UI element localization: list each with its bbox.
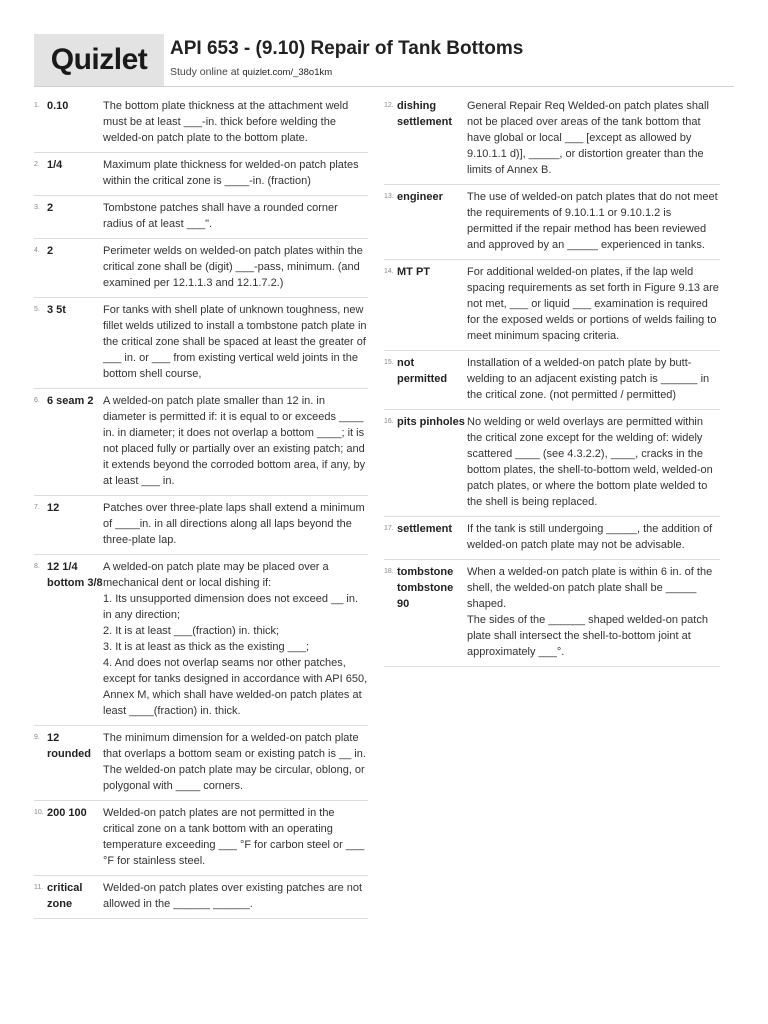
card-number: 17.	[384, 525, 394, 532]
card-number: 2.	[34, 161, 40, 168]
flashcard	[34, 298, 368, 389]
card-definition: Welded-on patch plates are not permitted in the critical zone on a tank bottom with an operating temperature exceeding ___ °F for carbon steel or ___ °F for stainless steel.	[103, 807, 365, 867]
card-definition: Maximum plate thickness for welded-on patch plates within the critical zone is ____-in. (fraction)	[103, 159, 359, 187]
card-term: 6 seam 2	[47, 395, 94, 407]
card-definition: A welded-on patch plate smaller than 12 in. in diameter is permitted if: it is equal to or exceeds ____ in. in diameter; it does not overlap a bottom ____; it is not placed fully or partially over an existing patch; and it extends beyond the corroded bottom area, if any, by at least ___ in.	[103, 395, 366, 487]
card-number: 9.	[34, 734, 40, 741]
card-term: not permitted	[397, 357, 448, 385]
flashcard	[34, 94, 368, 153]
page-subtitle	[170, 66, 332, 78]
card-number: 10.	[34, 809, 44, 816]
card-definition: If the tank is still undergoing _____, the addition of welded-on patch plate may not be advisable.	[467, 523, 713, 551]
card-definition: For additional welded-on plates, if the lap weld spacing requirements as set forth in Figure 9.13 are not met, ___ or liquid ___ examination is required for the exposed welds or portions of welds failing to meet minimum spacing criteria.	[467, 266, 719, 342]
card-number: 18.	[384, 568, 394, 575]
card-definition: Welded-on patch plates over existing patches are not allowed in the ______ ______.	[103, 882, 363, 910]
card-term: MT PT	[397, 266, 430, 278]
card-term: critical zone	[47, 882, 83, 910]
card-definition: A welded-on patch plate may be placed over a mechanical dent or local dishing if: 1. Its unsupported dimension does not exceed __ in. in any direction; 2. It is at least ___(fraction) in. thick; 3. It is at least as thick as the existing ___; 4. And does not overlap seams nor other patches, except for tanks designed in accordance with API 650, Annex M, which shall have welded-on patch plates at least ____(fraction) in. thick.	[103, 561, 368, 717]
card-term: 12 1/4 bottom 3/8	[47, 561, 103, 589]
card-definition: Installation of a welded-on patch plate by butt-welding to an adjacent existing patch is ______ in the critical zone. (not permitted / permitted)	[467, 357, 710, 401]
card-number: 11.	[34, 884, 44, 891]
card-term: 200 100	[47, 807, 87, 819]
card-number: 4.	[34, 247, 40, 254]
quizlet-logo[interactable]	[34, 34, 164, 86]
header-divider	[34, 86, 734, 87]
card-number: 15.	[384, 359, 394, 366]
card-definition: The minimum dimension for a welded-on patch plate that overlaps a bottom seam or existing patch is __ in. The welded-on patch plate may be circular, oblong, or polygonal with ____ corners.	[103, 732, 366, 792]
flashcard	[34, 555, 368, 726]
card-number: 8.	[34, 563, 40, 570]
card-definition: The use of welded-on patch plates that do not meet the requirements of 9.10.1.1 or 9.10.1.2 is permitted if the repair method has been reviewed and approved by an _____ experienced in tanks.	[467, 191, 718, 251]
card-term: tombstone tombstone 90	[397, 566, 454, 610]
flashcard	[384, 560, 720, 667]
flashcard	[384, 185, 720, 260]
flashcard	[34, 239, 368, 298]
flashcard	[34, 876, 368, 919]
card-definition: For tanks with shell plate of unknown toughness, new fillet welds utilized to install a tombstone patch plate in the critical zone shall be spaced at least the greater of ___ in. or ___ from existing vertical weld joints in the bottom shell course,	[103, 304, 367, 380]
flashcard	[34, 801, 368, 876]
card-term: 3 5t	[47, 304, 66, 316]
card-term: pits pinholes	[397, 416, 465, 428]
card-number: 16.	[384, 418, 394, 425]
card-term: dishing settlement	[397, 100, 453, 128]
card-definition: Tombstone patches shall have a rounded corner radius of at least ___".	[103, 202, 338, 230]
logo-text: Quizlet	[50, 43, 148, 76]
study-link[interactable]: quizlet.com/_38o1km	[242, 67, 333, 78]
card-definition: General Repair Req Welded-on patch plates shall not be placed over areas of the tank bottom that have global or local ___ [except as allowed by 9.10.1.1 d)], _____, or distortion greater than the limits of Annex B.	[467, 100, 709, 176]
flashcard	[384, 517, 720, 560]
flashcard	[384, 351, 720, 410]
flashcard	[34, 389, 368, 496]
card-number: 13.	[384, 193, 394, 200]
card-definition: No welding or weld overlays are permitted within the critical zone except for the welding of: widely scattered ____ (see 4.3.2.2), ____, cracks in the bottom plates, the shell-to-bottom weld, welded-on patch plates, or where the bottom plate welded to the shell is being replaced.	[467, 416, 713, 508]
card-number: 12.	[384, 102, 394, 109]
flashcard	[34, 153, 368, 196]
card-term: 2	[47, 245, 54, 257]
card-number: 14.	[384, 268, 394, 275]
left-card-column	[34, 94, 368, 919]
card-definition: Perimeter welds on welded-on patch plates within the critical zone shall be (digit) ___-pass, minimum. (and examined per 12.1.1.3 and 12.1.7.2.)	[103, 245, 363, 289]
card-definition: When a welded-on patch plate is within 6 in. of the shell, the welded-on patch plate shall be _____ shaped. The sides of the ______ shaped welded-on patch plate shall intersect the shell-to-bottom joint at approximately ___°.	[467, 566, 713, 658]
card-term: 1/4	[47, 159, 63, 171]
card-number: 7.	[34, 504, 40, 511]
flashcard	[34, 496, 368, 555]
card-term: 12	[47, 502, 60, 514]
card-term: 2	[47, 202, 54, 214]
card-term: settlement	[397, 523, 453, 535]
card-term: 12 rounded	[47, 732, 91, 760]
right-card-column	[384, 94, 720, 667]
flashcard	[384, 410, 720, 517]
card-definition: The bottom plate thickness at the attachment weld must be at least ___-in. thick before welding the welded-on patch plate to the bottom plate.	[103, 100, 349, 144]
card-definition: Patches over three-plate laps shall extend a minimum of ____in. in all directions along all laps beyond the three-plate lap.	[103, 502, 365, 546]
card-number: 6.	[34, 397, 40, 404]
card-term: engineer	[397, 191, 443, 203]
card-term: 0.10	[47, 100, 69, 112]
flashcard	[384, 94, 720, 185]
card-number: 5.	[34, 306, 40, 313]
flashcard	[34, 196, 368, 239]
page-title: API 653 - (9.10) Repair of Tank Bottoms	[170, 38, 524, 59]
subtitle-prefix: Study online at	[170, 66, 243, 78]
flashcard	[34, 726, 368, 801]
flashcard	[384, 260, 720, 351]
card-number: 3.	[34, 204, 40, 211]
card-number: 1.	[34, 102, 40, 109]
